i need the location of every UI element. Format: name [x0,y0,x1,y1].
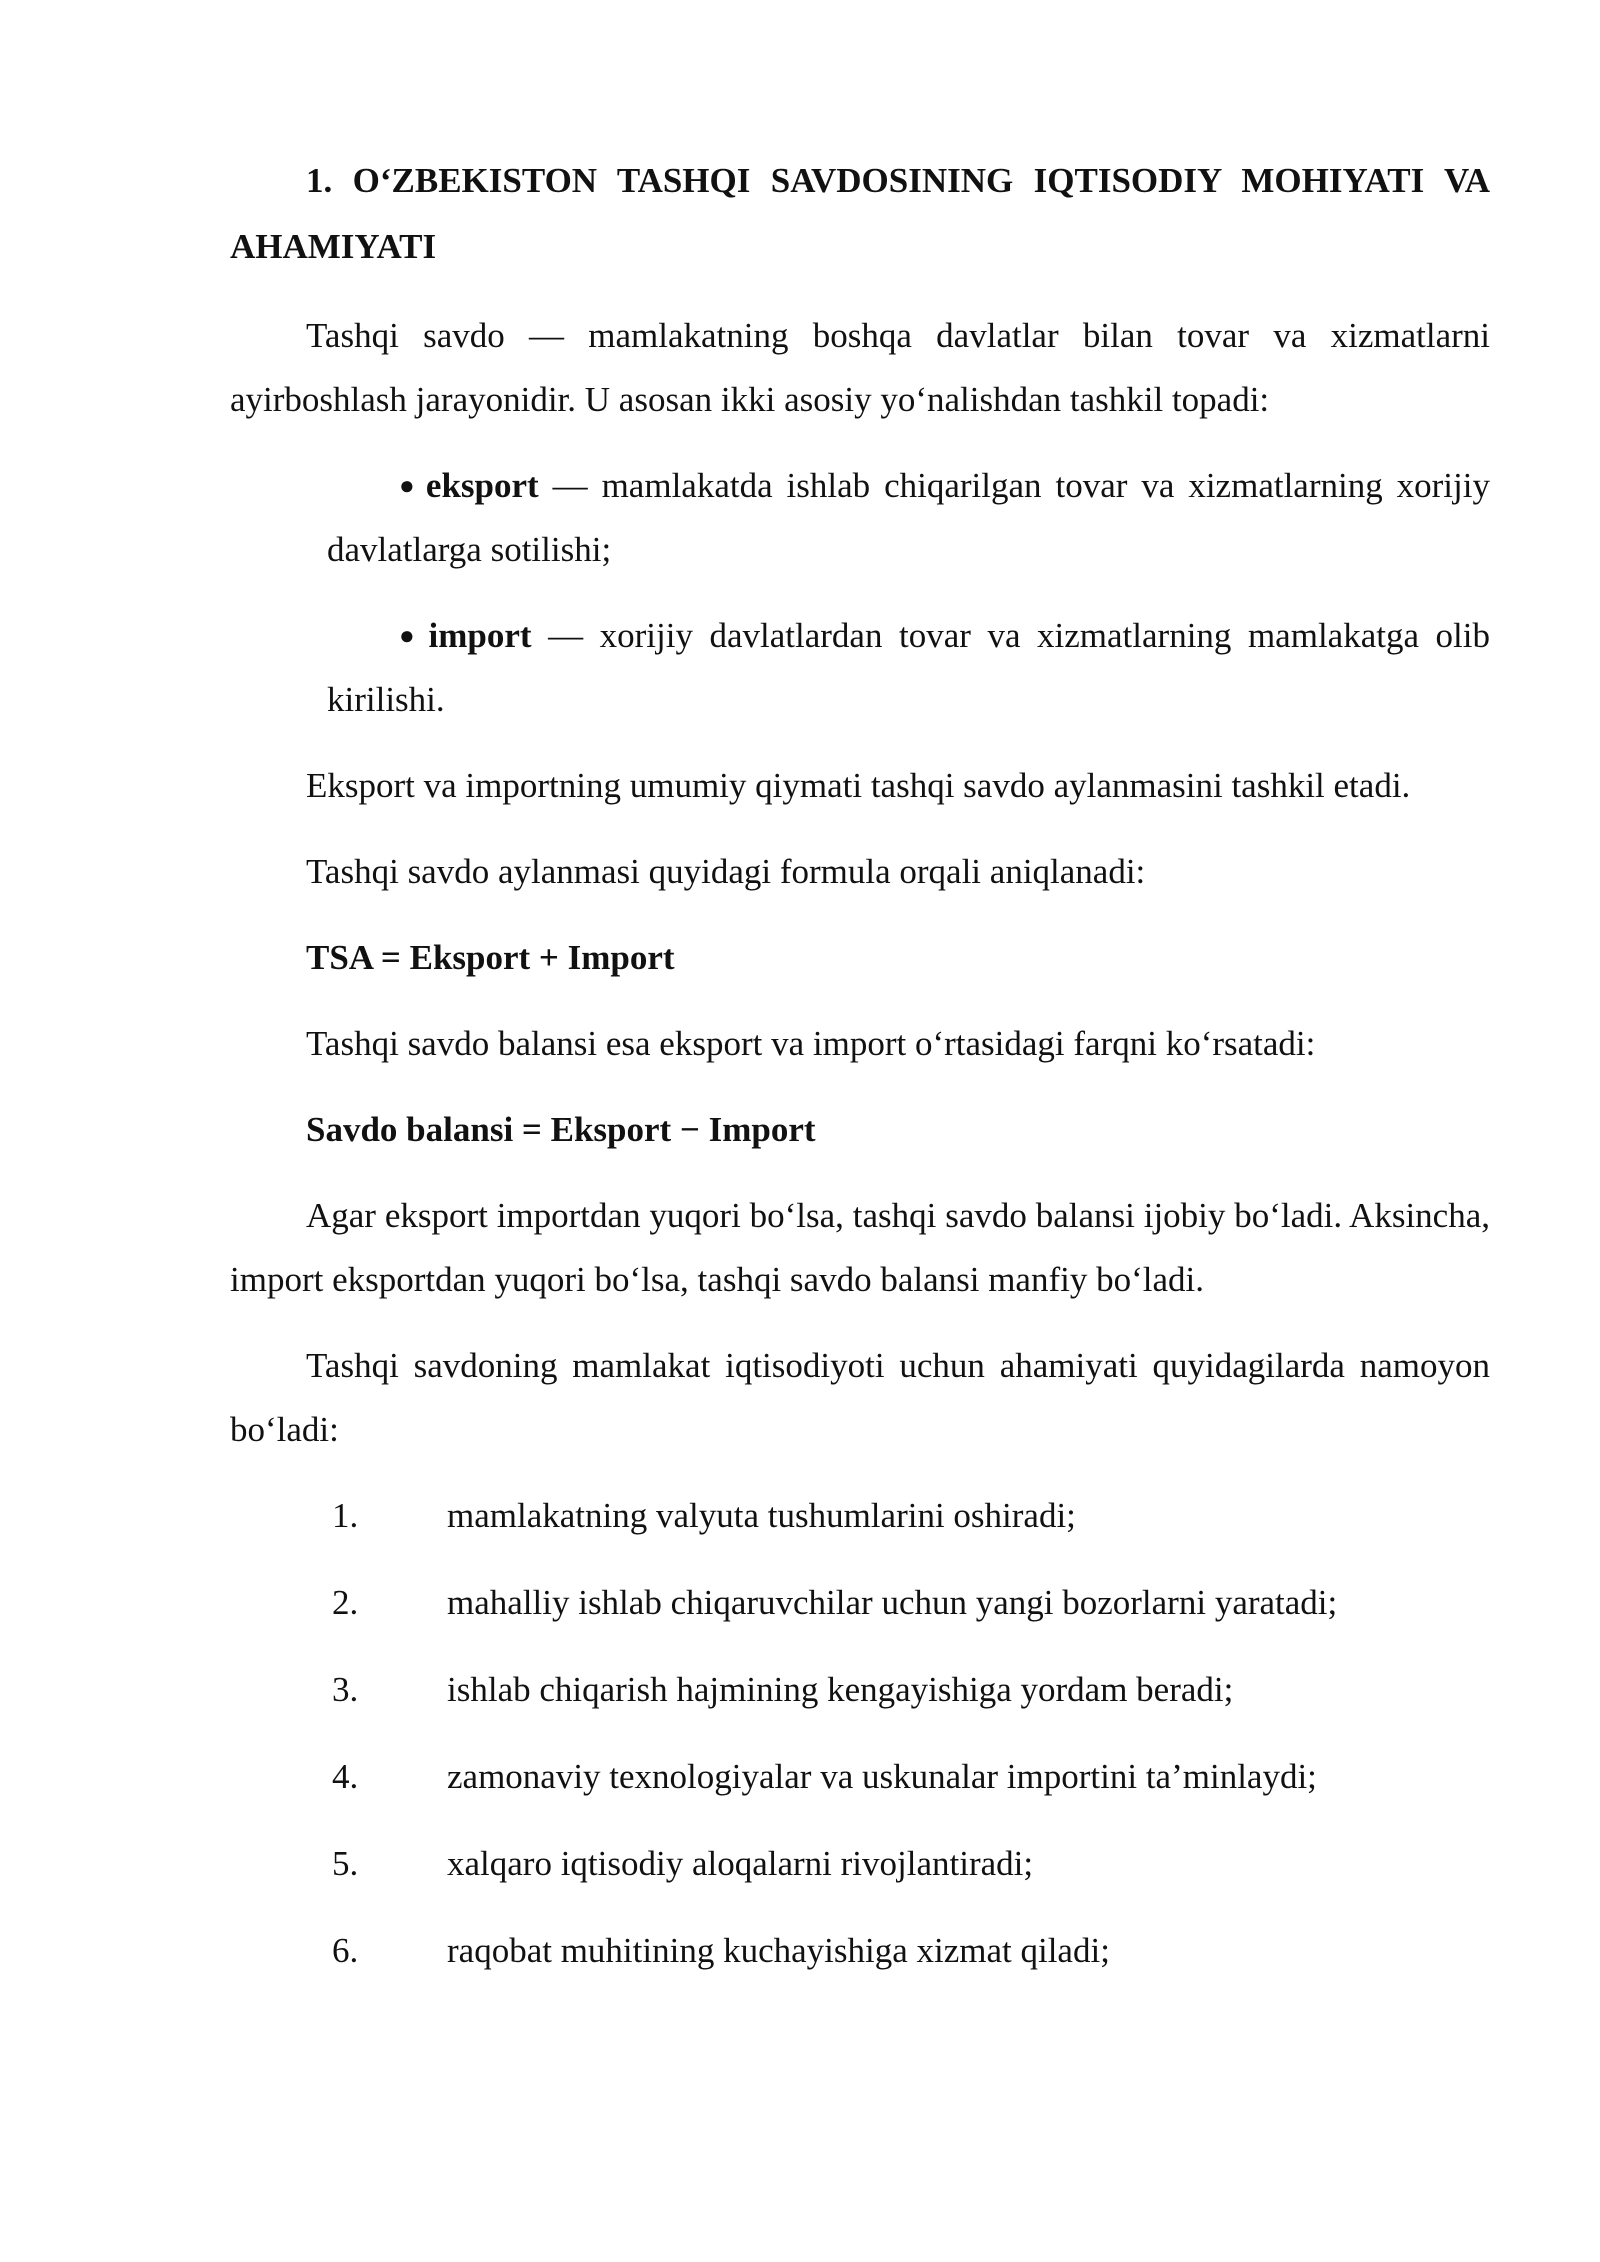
section-heading: 1. O‘ZBEKISTON TASHQI SAVDOSINING IQTISODIY MOHIYATI VA AHAMIYATI [230,161,1490,266]
list-item [230,1919,1490,1983]
list-item-number: 5. [332,1844,359,1883]
list-item-number: 2. [332,1583,359,1622]
list-item-text: ishlab chiqarish hajmining kengayishiga yordam beradi; [447,1670,1234,1709]
list-item-number: 4. [332,1757,359,1796]
list-item-text: xalqaro iqtisodiy aloqalarni rivojlantiradi; [447,1844,1034,1883]
list-item-number: 6. [332,1931,359,1970]
bullet-icon: ● [399,621,423,650]
bullet-term: import [428,616,532,655]
intro-paragraph: Tashqi savdo — mamlakatning boshqa davlatlar bilan tovar va xizmatlarni ayirboshlash jarayonidir. U asosan ikki asosiy yo‘nalishdan tashkil topadi: [230,316,1490,419]
bullet-item-export [327,454,1490,582]
list-item-text: mamlakatning valyuta tushumlarini oshiradi; [447,1496,1076,1535]
trade-types-list [230,454,1490,732]
formula-intro-paragraph: Tashqi savdo aylanmasi quyidagi formula orqali aniqlanadi: [306,852,1146,891]
turnover-paragraph: Eksport va importning umumiy qiymati tashqi savdo aylanmasini tashkil etadi. [306,766,1411,805]
importance-list [230,1484,1490,1983]
bullet-icon: ● [399,471,420,500]
tsa-formula: TSA = Eksport + Import [306,938,675,977]
balance-intro-paragraph: Tashqi savdo balansi esa eksport va import o‘rtasidagi farqni ko‘rsatadi: [306,1024,1316,1063]
list-item-text: raqobat muhitining kuchayishiga xizmat qiladi; [447,1931,1110,1970]
list-item [230,1658,1490,1722]
bullet-text: — xorijiy davlatlardan tovar va xizmatlarning mamlakatga olib kirilishi. [327,616,1490,719]
list-item-number: 1. [332,1496,359,1535]
list-item [230,1571,1490,1635]
bullet-text: — mamlakatda ishlab chiqarilgan tovar va xizmatlarning xorijiy davlatlarga sotilishi; [327,466,1490,569]
bullet-term: eksport [425,466,539,505]
list-item [230,1745,1490,1809]
bullet-item-import [327,604,1490,732]
list-item [230,1484,1490,1548]
list-item-text: mahalliy ishlab chiqaruvchilar uchun yangi bozorlarni yaratadi; [447,1583,1338,1622]
importance-paragraph: Tashqi savdoning mamlakat iqtisodiyoti uchun ahamiyati quyidagilarda namoyon bo‘ladi: [230,1346,1490,1449]
list-item-text: zamonaviy texnologiyalar va uskunalar importini ta’minlaydi; [447,1757,1317,1796]
list-item-number: 3. [332,1670,359,1709]
balance-formula: Savdo balansi = Eksport − Import [306,1110,816,1149]
balance-explain-paragraph: Agar eksport importdan yuqori bo‘lsa, tashqi savdo balansi ijobiy bo‘ladi. Aksincha, import eksportdan yuqori bo‘lsa, tashqi savdo balansi manfiy bo‘ladi. [230,1196,1490,1299]
list-item [230,1832,1490,1896]
